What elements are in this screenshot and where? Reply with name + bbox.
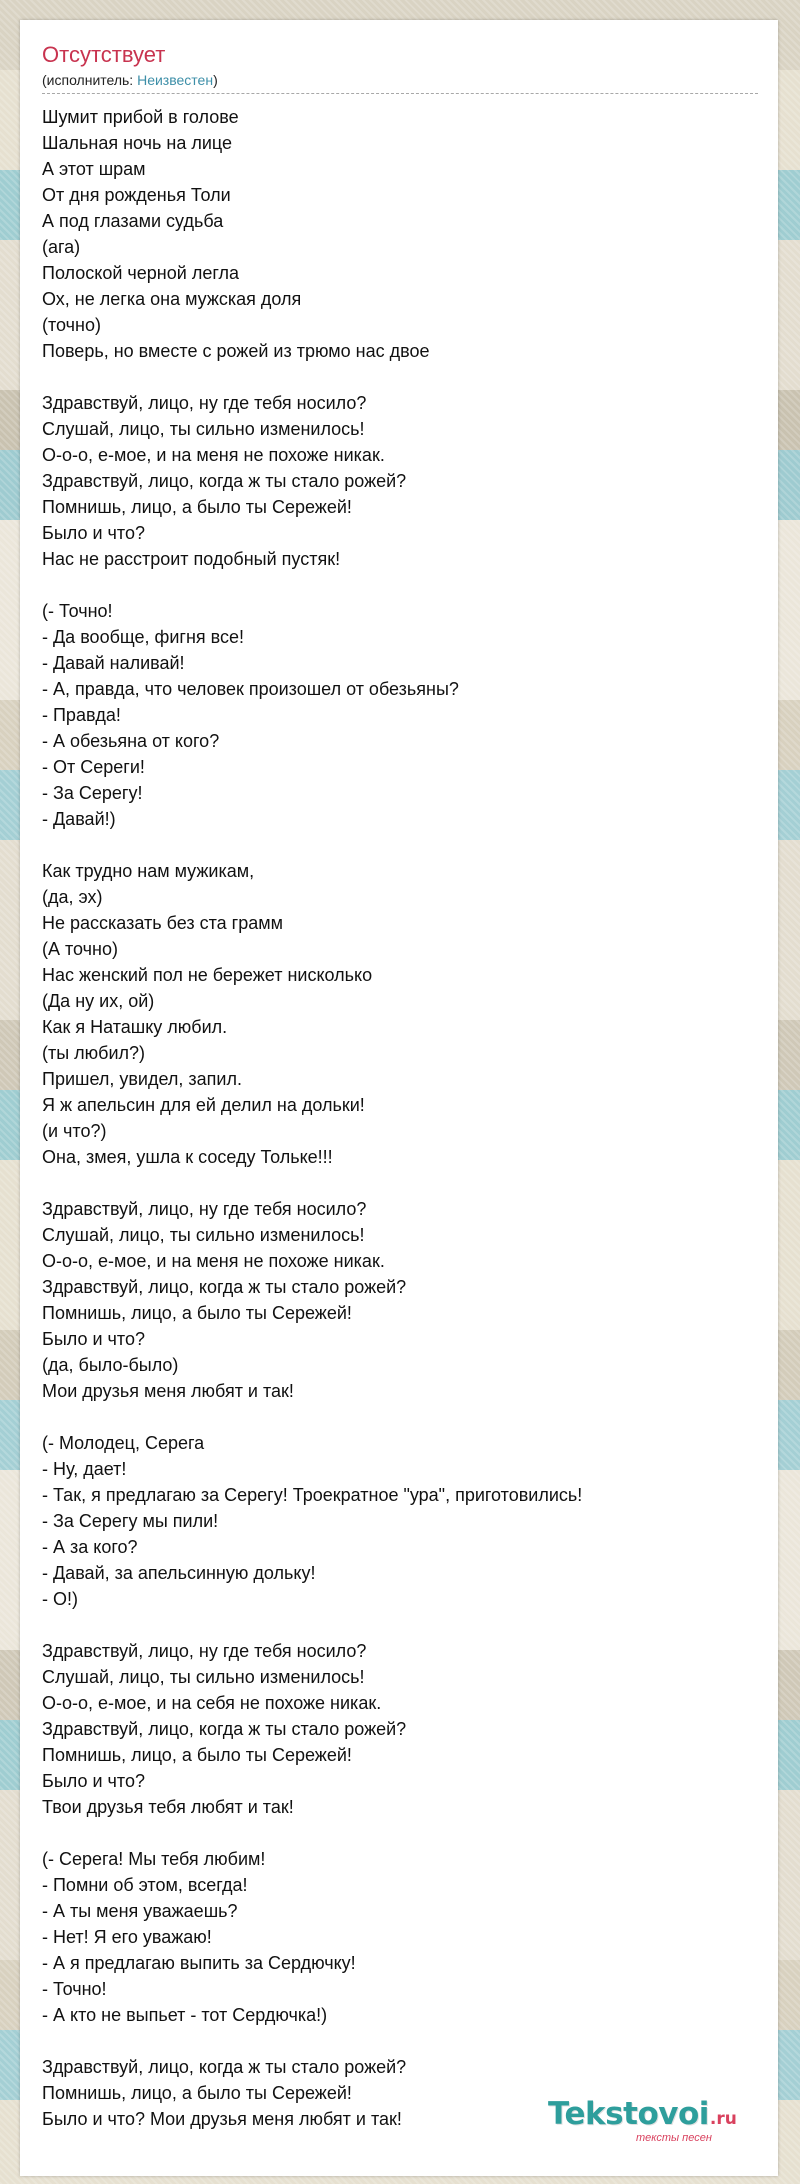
lyric-line: Она, змея, ушла к соседу Тольке!!! bbox=[42, 1147, 333, 1167]
lyric-line: (да, было-было) bbox=[42, 1355, 179, 1375]
lyric-line: Помнишь, лицо, а было ты Сережей! bbox=[42, 1303, 352, 1323]
stanza-break bbox=[42, 1404, 762, 1430]
lyric-line: Шумит прибой в голове bbox=[42, 107, 239, 127]
lyric-line: Здравствуй, лицо, когда ж ты стало рожей? bbox=[42, 2057, 407, 2077]
lyric-line: Я ж апельсин для ей делил на дольки! bbox=[42, 1095, 365, 1115]
artist-line bbox=[42, 71, 218, 89]
lyric-line: Как трудно нам мужикам, bbox=[42, 861, 255, 881]
lyric-line: (- Серега! Мы тебя любим! bbox=[42, 1849, 266, 1869]
lyric-line: - Точно! bbox=[42, 1979, 107, 1999]
stanza-break bbox=[42, 364, 762, 390]
lyric-line: Было и что? Мои друзья меня любят и так! bbox=[42, 2109, 402, 2129]
logo-wordmark: Tekstovoi bbox=[548, 2096, 709, 2132]
lyric-line: Слушай, лицо, ты сильно изменилось! bbox=[42, 1667, 365, 1687]
stanza-break bbox=[42, 1170, 762, 1196]
lyric-line: Здравствуй, лицо, ну где тебя носило? bbox=[42, 1199, 367, 1219]
lyric-line: Было и что? bbox=[42, 523, 145, 543]
lyric-line: - А за кого? bbox=[42, 1537, 138, 1557]
stanza-break bbox=[42, 832, 762, 858]
artist-suffix: ) bbox=[213, 72, 218, 88]
stanza-break bbox=[42, 572, 762, 598]
lyric-line: - За Серегу мы пили! bbox=[42, 1511, 219, 1531]
lyric-line: Здравствуй, лицо, когда ж ты стало рожей? bbox=[42, 1277, 407, 1297]
artist-prefix: (исполнитель: bbox=[42, 72, 138, 88]
lyric-line: Слушай, лицо, ты сильно изменилось! bbox=[42, 1225, 365, 1245]
lyric-line: Было и что? bbox=[42, 1771, 145, 1791]
lyric-line: О-о-о, е-мое, и на меня не похоже никак. bbox=[42, 445, 385, 465]
lyric-line: (ты любил?) bbox=[42, 1043, 146, 1063]
lyric-line: Слушай, лицо, ты сильно изменилось! bbox=[42, 419, 365, 439]
lyric-line: А этот шрам bbox=[42, 159, 146, 179]
lyric-line: Здравствуй, лицо, когда ж ты стало рожей? bbox=[42, 471, 407, 491]
stanza-break bbox=[42, 1820, 762, 1846]
lyric-line: (А точно) bbox=[42, 939, 118, 959]
lyric-line: Помнишь, лицо, а было ты Сережей! bbox=[42, 1745, 352, 1765]
lyrics-card bbox=[20, 20, 778, 2176]
lyric-line: Не рассказать без ста грамм bbox=[42, 913, 283, 933]
lyric-line: - Ну, дает! bbox=[42, 1459, 127, 1479]
lyric-line: Твои друзья тебя любят и так! bbox=[42, 1797, 294, 1817]
lyric-line: Поверь, но вместе с рожей из трюмо нас двое bbox=[42, 341, 430, 361]
title-divider bbox=[42, 93, 758, 94]
lyric-line: От дня рожденья Толи bbox=[42, 185, 231, 205]
lyric-line: Ох, не легка она мужская доля bbox=[42, 289, 302, 309]
lyric-line: Было и что? bbox=[42, 1329, 145, 1349]
lyric-line: - А обезьяна от кого? bbox=[42, 731, 220, 751]
lyric-line: - Нет! Я его уважаю! bbox=[42, 1927, 212, 1947]
lyric-line: - Давай, за апельсинную дольку! bbox=[42, 1563, 316, 1583]
lyric-line: Помнишь, лицо, а было ты Сережей! bbox=[42, 2083, 352, 2103]
stanza-break bbox=[42, 2028, 762, 2054]
lyric-line: Нас женский пол не бережет нисколько bbox=[42, 965, 373, 985]
lyric-line: Здравствуй, лицо, когда ж ты стало рожей? bbox=[42, 1719, 407, 1739]
lyric-line: - А ты меня уважаешь? bbox=[42, 1901, 238, 1921]
lyric-line: Здравствуй, лицо, ну где тебя носило? bbox=[42, 393, 367, 413]
lyric-line: - А, правда, что человек произошел от обезьяны? bbox=[42, 679, 459, 699]
lyric-line: Шальная ночь на лице bbox=[42, 133, 233, 153]
lyric-line: (Да ну их, ой) bbox=[42, 991, 155, 1011]
lyric-line: - Давай!) bbox=[42, 809, 116, 829]
lyric-line: - Так, я предлагаю за Серегу! Троекратное "ура", приготовились! bbox=[42, 1485, 583, 1505]
lyric-line: - Помни об этом, всегда! bbox=[42, 1875, 248, 1895]
lyric-line: Мои друзья меня любят и так! bbox=[42, 1381, 294, 1401]
lyric-line: О-о-о, е-мое, и на меня не похоже никак. bbox=[42, 1251, 385, 1271]
lyrics-body bbox=[42, 104, 762, 2132]
lyric-line: - От Сереги! bbox=[42, 757, 145, 777]
artist-link[interactable]: Неизвестен bbox=[137, 72, 214, 88]
lyric-line: - А кто не выпьет - тот Сердючка!) bbox=[42, 2005, 328, 2025]
lyric-line: - А я предлагаю выпить за Сердючку! bbox=[42, 1953, 356, 1973]
logo-domain: .ru bbox=[709, 2109, 737, 2129]
lyric-line: (ага) bbox=[42, 237, 81, 257]
logo-tagline: тексты песен bbox=[636, 2132, 712, 2144]
lyric-line: - Да вообще, фигня все! bbox=[42, 627, 244, 647]
lyric-line: - О!) bbox=[42, 1589, 78, 1609]
lyric-line: (точно) bbox=[42, 315, 101, 335]
lyric-line: - Давай наливай! bbox=[42, 653, 185, 673]
lyric-line: (- Молодец, Серега bbox=[42, 1433, 205, 1453]
lyric-line: Полоской черной легла bbox=[42, 263, 240, 283]
lyric-line: (да, эх) bbox=[42, 887, 103, 907]
song-title: Отсутствует bbox=[42, 42, 166, 67]
lyric-line: О-о-о, е-мое, и на себя не похоже никак. bbox=[42, 1693, 382, 1713]
lyric-line: - Правда! bbox=[42, 705, 121, 725]
lyric-line: (и что?) bbox=[42, 1121, 107, 1141]
lyric-line: Пришел, увидел, запил. bbox=[42, 1069, 242, 1089]
lyric-line: А под глазами судьба bbox=[42, 211, 224, 231]
lyric-line: Здравствуй, лицо, ну где тебя носило? bbox=[42, 1641, 367, 1661]
lyric-line: Нас не расстроит подобный пустяк! bbox=[42, 549, 341, 569]
stanza-break bbox=[42, 1612, 762, 1638]
lyric-line: - За Серегу! bbox=[42, 783, 143, 803]
lyric-line: Помнишь, лицо, а было ты Сережей! bbox=[42, 497, 352, 517]
lyric-line: Как я Наташку любил. bbox=[42, 1017, 228, 1037]
lyric-line: (- Точно! bbox=[42, 601, 113, 621]
